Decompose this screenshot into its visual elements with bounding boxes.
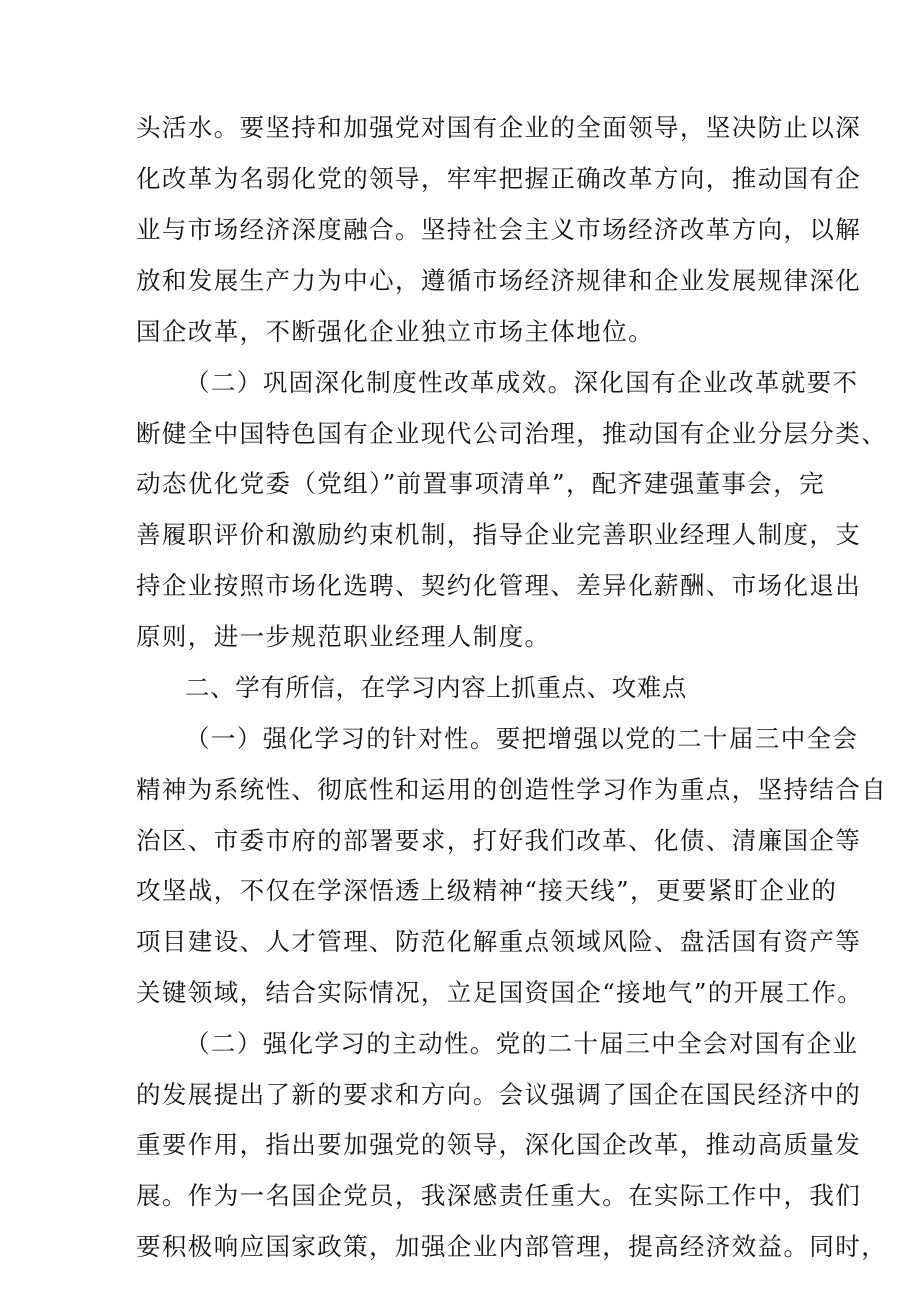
text-line: 精神为系统性、彻底性和运用的创造性学习作为重点，坚持结合自 — [136, 775, 888, 804]
text-line: 业与市场经济深度融合。坚持社会主义市场经济改革方向，以解 — [136, 215, 862, 244]
text-line: 关键领域，结合实际情况，立足国资国企“接地气”的开展工作。 — [136, 978, 864, 1007]
text-line: 攻坚战，不仅在学深悟透上级精神“接天线”，更要紧盯企业的 — [136, 876, 838, 905]
text-line: 的发展提出了新的要求和方向。会议强调了国企在国民经济中的 — [136, 1080, 862, 1109]
text-line: 国企改革，不断强化企业独立市场主体地位。 — [136, 317, 654, 346]
text-line: 要积极响应国家政策，加强企业内部管理，提高经济效益。同时， — [136, 1232, 888, 1261]
text-line: 原则，进一步规范职业经理人制度。 — [136, 622, 551, 651]
text-line: （二）强化学习的主动性。党的二十届三中全会对国有企业 — [185, 1029, 859, 1058]
text-line: 持企业按照市场化选聘、契约化管理、差异化薪酬、市场化退出 — [136, 571, 862, 600]
text-line: 放和发展生产力为中心，遵循市场经济规律和企业发展规律深化 — [136, 266, 862, 295]
text-line: （二）巩固深化制度性改革成效。深化国有企业改革就要不 — [185, 368, 859, 397]
text-line: （一）强化学习的针对性。要把增强以党的二十届三中全会 — [185, 724, 859, 753]
text-line: 治区、市委市府的部署要求，打好我们改革、化债、清廉国企等 — [136, 826, 862, 855]
text-line: 项目建设、人才管理、防范化解重点领域风险、盘活国有资产等 — [136, 927, 862, 956]
text-line: 善履职评价和激励约束机制，指导企业完善职业经理人制度，支 — [136, 520, 862, 549]
text-line: 头活水。要坚持和加强党对国有企业的全面领导，坚决防止以深 — [136, 113, 862, 142]
text-line: 动态优化党委（党组）”前置事项清单”，配齐建强董事会，完 — [136, 469, 825, 498]
text-line: 化改革为名弱化党的领导，牢牢把握正确改革方向，推动国有企 — [136, 164, 862, 193]
text-line: 断健全中国特色国有企业现代公司治理，推动国有企业分层分类、 — [136, 419, 888, 448]
text-line: 展。作为一名国企党员，我深感责任重大。在实际工作中，我们 — [136, 1181, 862, 1210]
section-heading: 二、学有所信，在学习内容上抓重点、攻难点 — [185, 673, 687, 702]
text-line: 重要作用，指出要加强党的领导，深化国企改革，推动高质量发 — [136, 1130, 862, 1159]
